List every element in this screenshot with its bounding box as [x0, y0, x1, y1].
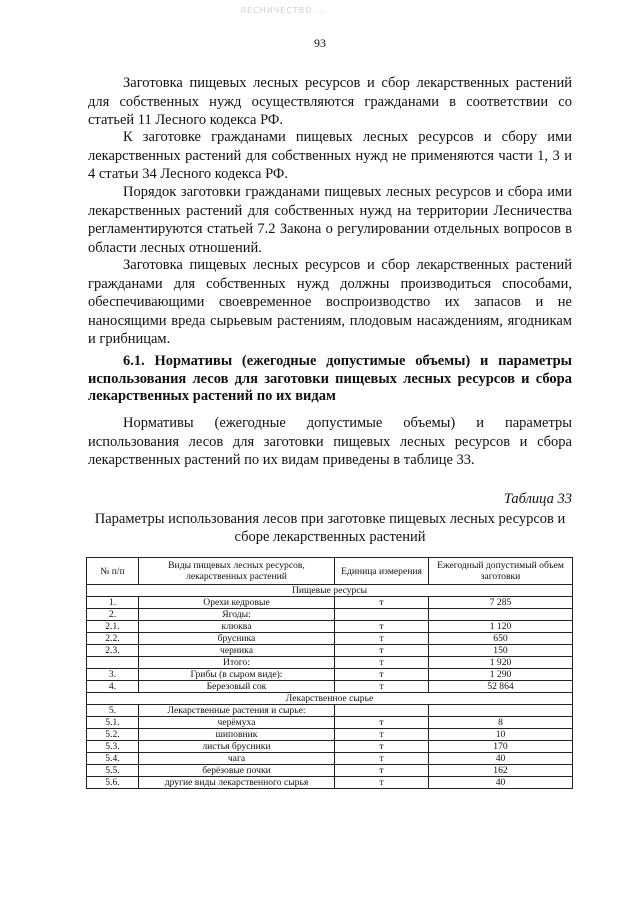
table-row: [87, 657, 573, 669]
cell-unit: т: [335, 645, 429, 657]
cell-resource: берёзовые почки: [139, 765, 335, 777]
cell-number: 5.: [87, 705, 139, 717]
cell-number: 5.5.: [87, 765, 139, 777]
table-row: [87, 777, 573, 789]
cell-resource: другие виды лекарственного сырья: [139, 777, 335, 789]
cell-unit: [335, 705, 429, 717]
cell-volume: 7 285: [429, 597, 573, 609]
table-caption: Таблица 33: [503, 491, 572, 507]
cell-number: 2.3.: [87, 645, 139, 657]
cell-number: 5.2.: [87, 729, 139, 741]
cell-number: 5.4.: [87, 753, 139, 765]
cell-unit: [335, 609, 429, 621]
table-row: [87, 621, 573, 633]
table-title: Параметры использования лесов при заготовке пищевых лесных ресурсов и сборе лекарственных растений: [94, 511, 566, 545]
cell-resource: брусника: [139, 633, 335, 645]
cell-resource: Лекарственные растения и сырье:: [139, 705, 335, 717]
cell-unit: т: [335, 621, 429, 633]
col-header-number: № п/п: [87, 558, 139, 585]
cell-resource: чага: [139, 753, 335, 765]
cell-resource: шиповник: [139, 729, 335, 741]
cell-volume: 10: [429, 729, 573, 741]
cell-resource: Орехи кедровые: [139, 597, 335, 609]
cell-volume: 1 120: [429, 621, 573, 633]
table-header-row: [87, 558, 573, 585]
cell-resource: Итого:: [139, 657, 335, 669]
cell-volume: 150: [429, 645, 573, 657]
cell-unit: т: [335, 729, 429, 741]
table-row: [87, 609, 573, 621]
cell-volume: 8: [429, 717, 573, 729]
cell-unit: т: [335, 669, 429, 681]
cell-resource: черника: [139, 645, 335, 657]
cell-number: 4.: [87, 681, 139, 693]
cell-number: 1.: [87, 597, 139, 609]
section-heading: 6.1. Нормативы (ежегодные допустимые объемы) и параметры использования лесов для заготовки пищевых лесных ресурсов и сбора лекарственных растений по их видам: [88, 353, 572, 404]
cell-number: 3.: [87, 669, 139, 681]
cell-number: 2.: [87, 609, 139, 621]
col-header-resource: Виды пищевых лесных ресурсов, лекарственных растений: [139, 558, 335, 585]
cell-number: [87, 657, 139, 669]
cell-unit: т: [335, 741, 429, 753]
header-stamp: ЛЕСНИЧЕСТВО ...: [240, 6, 327, 15]
cell-resource: Ягоды:: [139, 609, 335, 621]
cell-unit: т: [335, 777, 429, 789]
page-number: 93: [314, 36, 326, 50]
cell-unit: т: [335, 753, 429, 765]
cell-unit: т: [335, 657, 429, 669]
cell-volume: 162: [429, 765, 573, 777]
table-row: [87, 597, 573, 609]
cell-resource: листья брусники: [139, 741, 335, 753]
cell-volume: [429, 609, 573, 621]
cell-number: 2.1.: [87, 621, 139, 633]
paragraph-2: К заготовке гражданами пищевых лесных ресурсов и сбору ими лекарственных растений для собственных нужд не применяются части 1, 3 и 4 статьи 34 Лесного кодекса РФ.: [88, 129, 572, 183]
table-row: [87, 765, 573, 777]
cell-volume: 40: [429, 777, 573, 789]
cell-volume: 170: [429, 741, 573, 753]
table-row: [87, 705, 573, 717]
section-row-medicinal: [87, 693, 573, 705]
table-row: [87, 717, 573, 729]
resources-table: [86, 557, 573, 789]
cell-volume: 650: [429, 633, 573, 645]
table-row: [87, 669, 573, 681]
table-row: [87, 681, 573, 693]
cell-unit: т: [335, 765, 429, 777]
cell-volume: 52 864: [429, 681, 573, 693]
table-row: [87, 741, 573, 753]
paragraph-3: Порядок заготовки гражданами пищевых лесных ресурсов и сбора ими лекарственных растений для собственных нужд на территории Лесничества регламентируются статьей 7.2 Закона о регулировании отдельных вопросов в области лесных отношений.: [88, 184, 572, 256]
paragraph-1: Заготовка пищевых лесных ресурсов и сбор лекарственных растений для собственных нужд осуществляются гражданами в соответствии со статьей 11 Лесного кодекса РФ.: [88, 75, 572, 129]
cell-resource: Грибы (в сыром виде):: [139, 669, 335, 681]
col-header-volume: Ежегодный допустимый объем заготовки: [429, 558, 573, 585]
cell-unit: т: [335, 597, 429, 609]
section-label-medicinal: Лекарственное сырье: [87, 693, 573, 705]
table-row: [87, 633, 573, 645]
cell-resource: клюква: [139, 621, 335, 633]
section-label-food: Пищевые ресурсы: [87, 585, 573, 597]
cell-unit: т: [335, 633, 429, 645]
cell-number: 2.2.: [87, 633, 139, 645]
cell-volume: [429, 705, 573, 717]
section-row-food: [87, 585, 573, 597]
paragraph-4: Заготовка пищевых лесных ресурсов и сбор лекарственных растений гражданами для собственных нужд должны производиться способами, обеспечивающими своевременное воспроизводство их запасов и не наносящими вреда сырьевым растениям, плодовым насаждениям, ягодникам и грибницам.: [88, 257, 572, 348]
cell-resource: черёмуха: [139, 717, 335, 729]
cell-resource: Березовый сок: [139, 681, 335, 693]
table-row: [87, 753, 573, 765]
cell-volume: 1 290: [429, 669, 573, 681]
table-row: [87, 645, 573, 657]
cell-number: 5.6.: [87, 777, 139, 789]
cell-unit: т: [335, 681, 429, 693]
cell-number: 5.1.: [87, 717, 139, 729]
col-header-unit: Единица измерения: [335, 558, 429, 585]
cell-volume: 1 920: [429, 657, 573, 669]
cell-unit: т: [335, 717, 429, 729]
section-intro: Нормативы (ежегодные допустимые объемы) и параметры использования лесов для заготовки пищевых лесных ресурсов и сбора лекарственных растений по их видам приведены в таблице 33.: [88, 415, 572, 469]
cell-volume: 40: [429, 753, 573, 765]
cell-number: 5.3.: [87, 741, 139, 753]
table-row: [87, 729, 573, 741]
